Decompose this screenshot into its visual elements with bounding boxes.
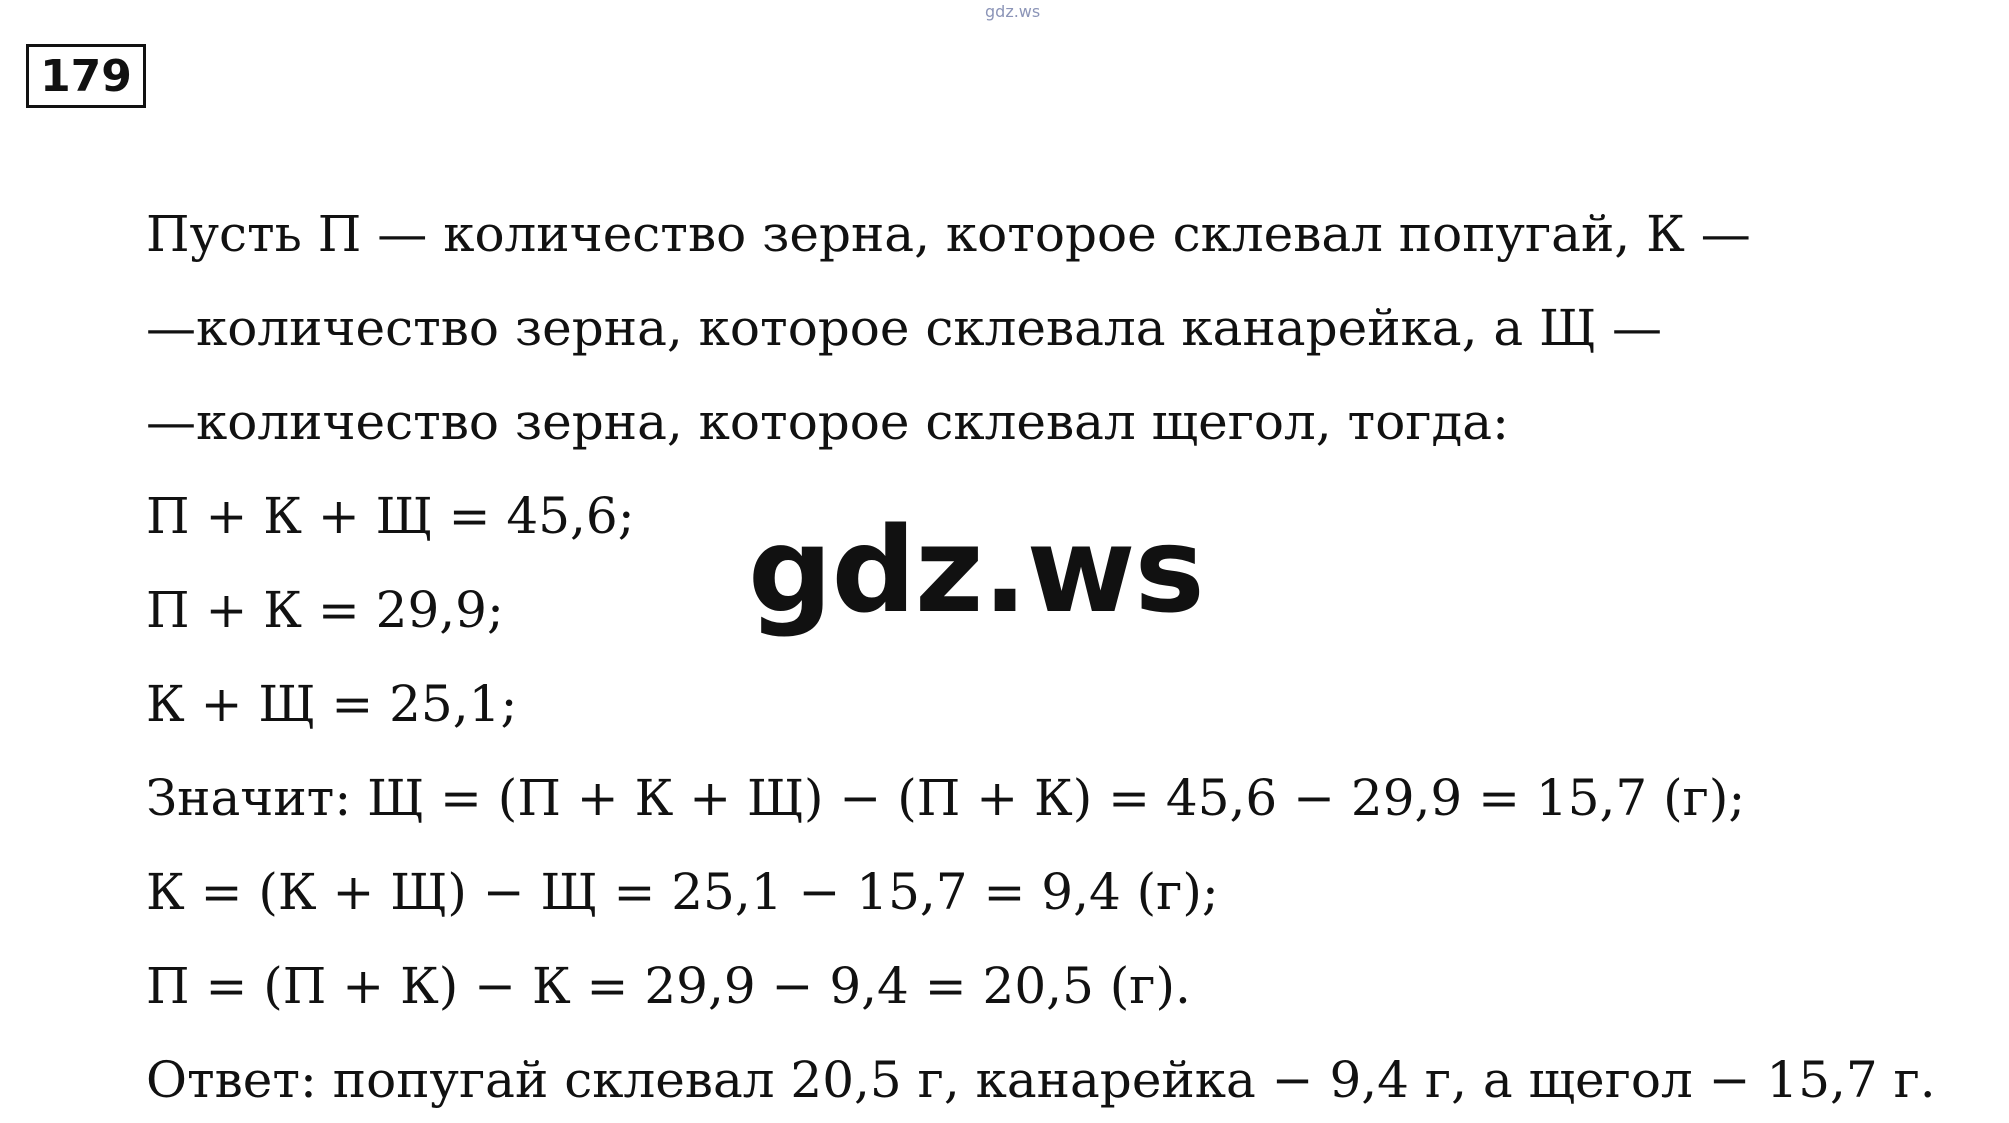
equation-p-k: П + К = 29,9; bbox=[146, 581, 504, 639]
equation-sum-all: П + К + Щ = 45,6; bbox=[146, 487, 635, 545]
text-line-1: Пусть П — количество зерна, которое склевал попугай, К — bbox=[146, 205, 1751, 263]
text-line-2: —количество зерна, которое склевала канарейка, а Щ — bbox=[146, 299, 1663, 357]
solution-shch: Значит: Щ = (П + К + Щ) − (П + К) = 45,6 − 29,9 = 15,7 (г); bbox=[146, 769, 1746, 827]
task-number: 179 bbox=[26, 44, 146, 108]
text-line-3: —количество зерна, которое склевал щегол, тогда: bbox=[146, 393, 1509, 451]
equation-k-shch: К + Щ = 25,1; bbox=[146, 675, 518, 733]
solution-k: К = (К + Щ) − Щ = 25,1 − 15,7 = 9,4 (г); bbox=[146, 863, 1219, 921]
solution-p: П = (П + К) − К = 29,9 − 9,4 = 20,5 (г). bbox=[146, 957, 1191, 1015]
top-watermark: gdz.ws bbox=[985, 2, 1041, 21]
center-watermark: gdz.ws bbox=[748, 501, 1204, 639]
answer-line: Ответ: попугай склевал 20,5 г, канарейка − 9,4 г, а щегол − 15,7 г. bbox=[146, 1051, 1936, 1109]
